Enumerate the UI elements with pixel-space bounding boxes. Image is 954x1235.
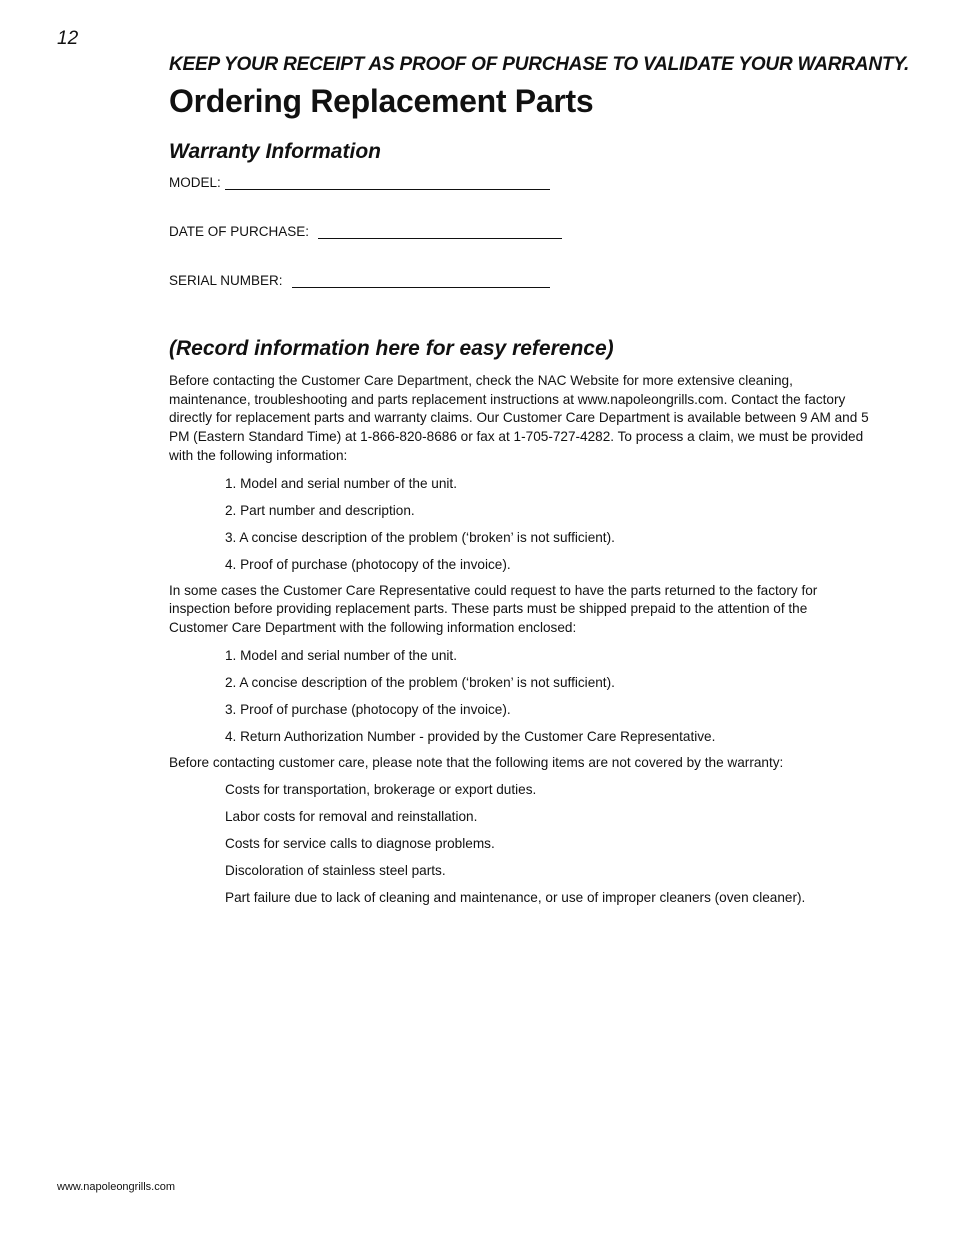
footer-website: www.napoleongrills.com	[57, 1181, 175, 1193]
reference-heading: (Record information here for easy reference)	[169, 337, 614, 360]
page-number: 12	[57, 28, 79, 49]
list-item: Discoloration of stainless steel parts.	[225, 863, 446, 879]
date-field-row	[169, 224, 869, 239]
date-blank-line	[318, 224, 562, 239]
list-item: 1. Model and serial number of the unit.	[225, 475, 457, 491]
warranty-heading: Warranty Information	[169, 140, 381, 163]
list-item: 2. A concise description of the problem (‘broken’ is not sufficient).	[225, 674, 615, 690]
serial-field-row	[169, 273, 869, 288]
not-covered-paragraph: Before contacting customer care, please note that the following items are not covered by the warranty:	[169, 754, 784, 770]
serial-number-label: SERIAL NUMBER:	[169, 273, 283, 288]
list-item: 4. Proof of purchase (photocopy of the invoice).	[225, 556, 511, 572]
warranty-banner: KEEP YOUR RECEIPT AS PROOF OF PURCHASE TO VALIDATE YOUR WARRANTY.	[169, 54, 910, 75]
main-content	[169, 52, 910, 907]
list-item: 2. Part number and description.	[225, 502, 415, 518]
list-item: Part failure due to lack of cleaning and maintenance, or use of improper cleaners (oven cleaner).	[225, 890, 806, 906]
list-item: Labor costs for removal and reinstallation.	[225, 809, 478, 825]
model-label: MODEL:	[169, 175, 221, 190]
list-item: Costs for transportation, brokerage or export duties.	[225, 782, 537, 798]
contact-paragraph: Before contacting the Customer Care Department, check the NAC Website for more extensive cleaning, maintenance, troubleshooting and parts replacement instructions at www.napoleongrills.com. Contact the factory directly for replacement parts and warranty claims. Our Customer Care Department is available between 9 AM and 5 PM (Eastern Standard Time) at 1-866-820-8686 or fax at 1-705-727-4282. To process a claim, we must be provided with the following information:	[169, 373, 869, 463]
claim-info-list	[169, 475, 869, 574]
serial-blank-line	[292, 273, 550, 288]
date-of-purchase-label: DATE OF PURCHASE:	[169, 224, 310, 239]
model-field-row	[169, 175, 869, 190]
not-covered-list	[169, 781, 869, 907]
list-item: 3. Proof of purchase (photocopy of the invoice).	[225, 701, 511, 717]
returns-paragraph: In some cases the Customer Care Representative could request to have the parts returned to the factory for inspection before providing replacement parts. These parts must be shipped prepaid to the attention of the Customer Care Department with the following information enclosed:	[169, 582, 818, 635]
list-item: 4. Return Authorization Number - provided by the Customer Care Representative.	[225, 728, 716, 744]
list-item: 3. A concise description of the problem (‘broken’ is not sufficient).	[225, 529, 615, 545]
model-blank-line	[225, 175, 550, 190]
page-title: Ordering Replacement Parts	[169, 83, 594, 119]
return-info-list	[169, 647, 869, 746]
list-item: Costs for service calls to diagnose problems.	[225, 836, 495, 852]
list-item: 1. Model and serial number of the unit.	[225, 647, 457, 663]
